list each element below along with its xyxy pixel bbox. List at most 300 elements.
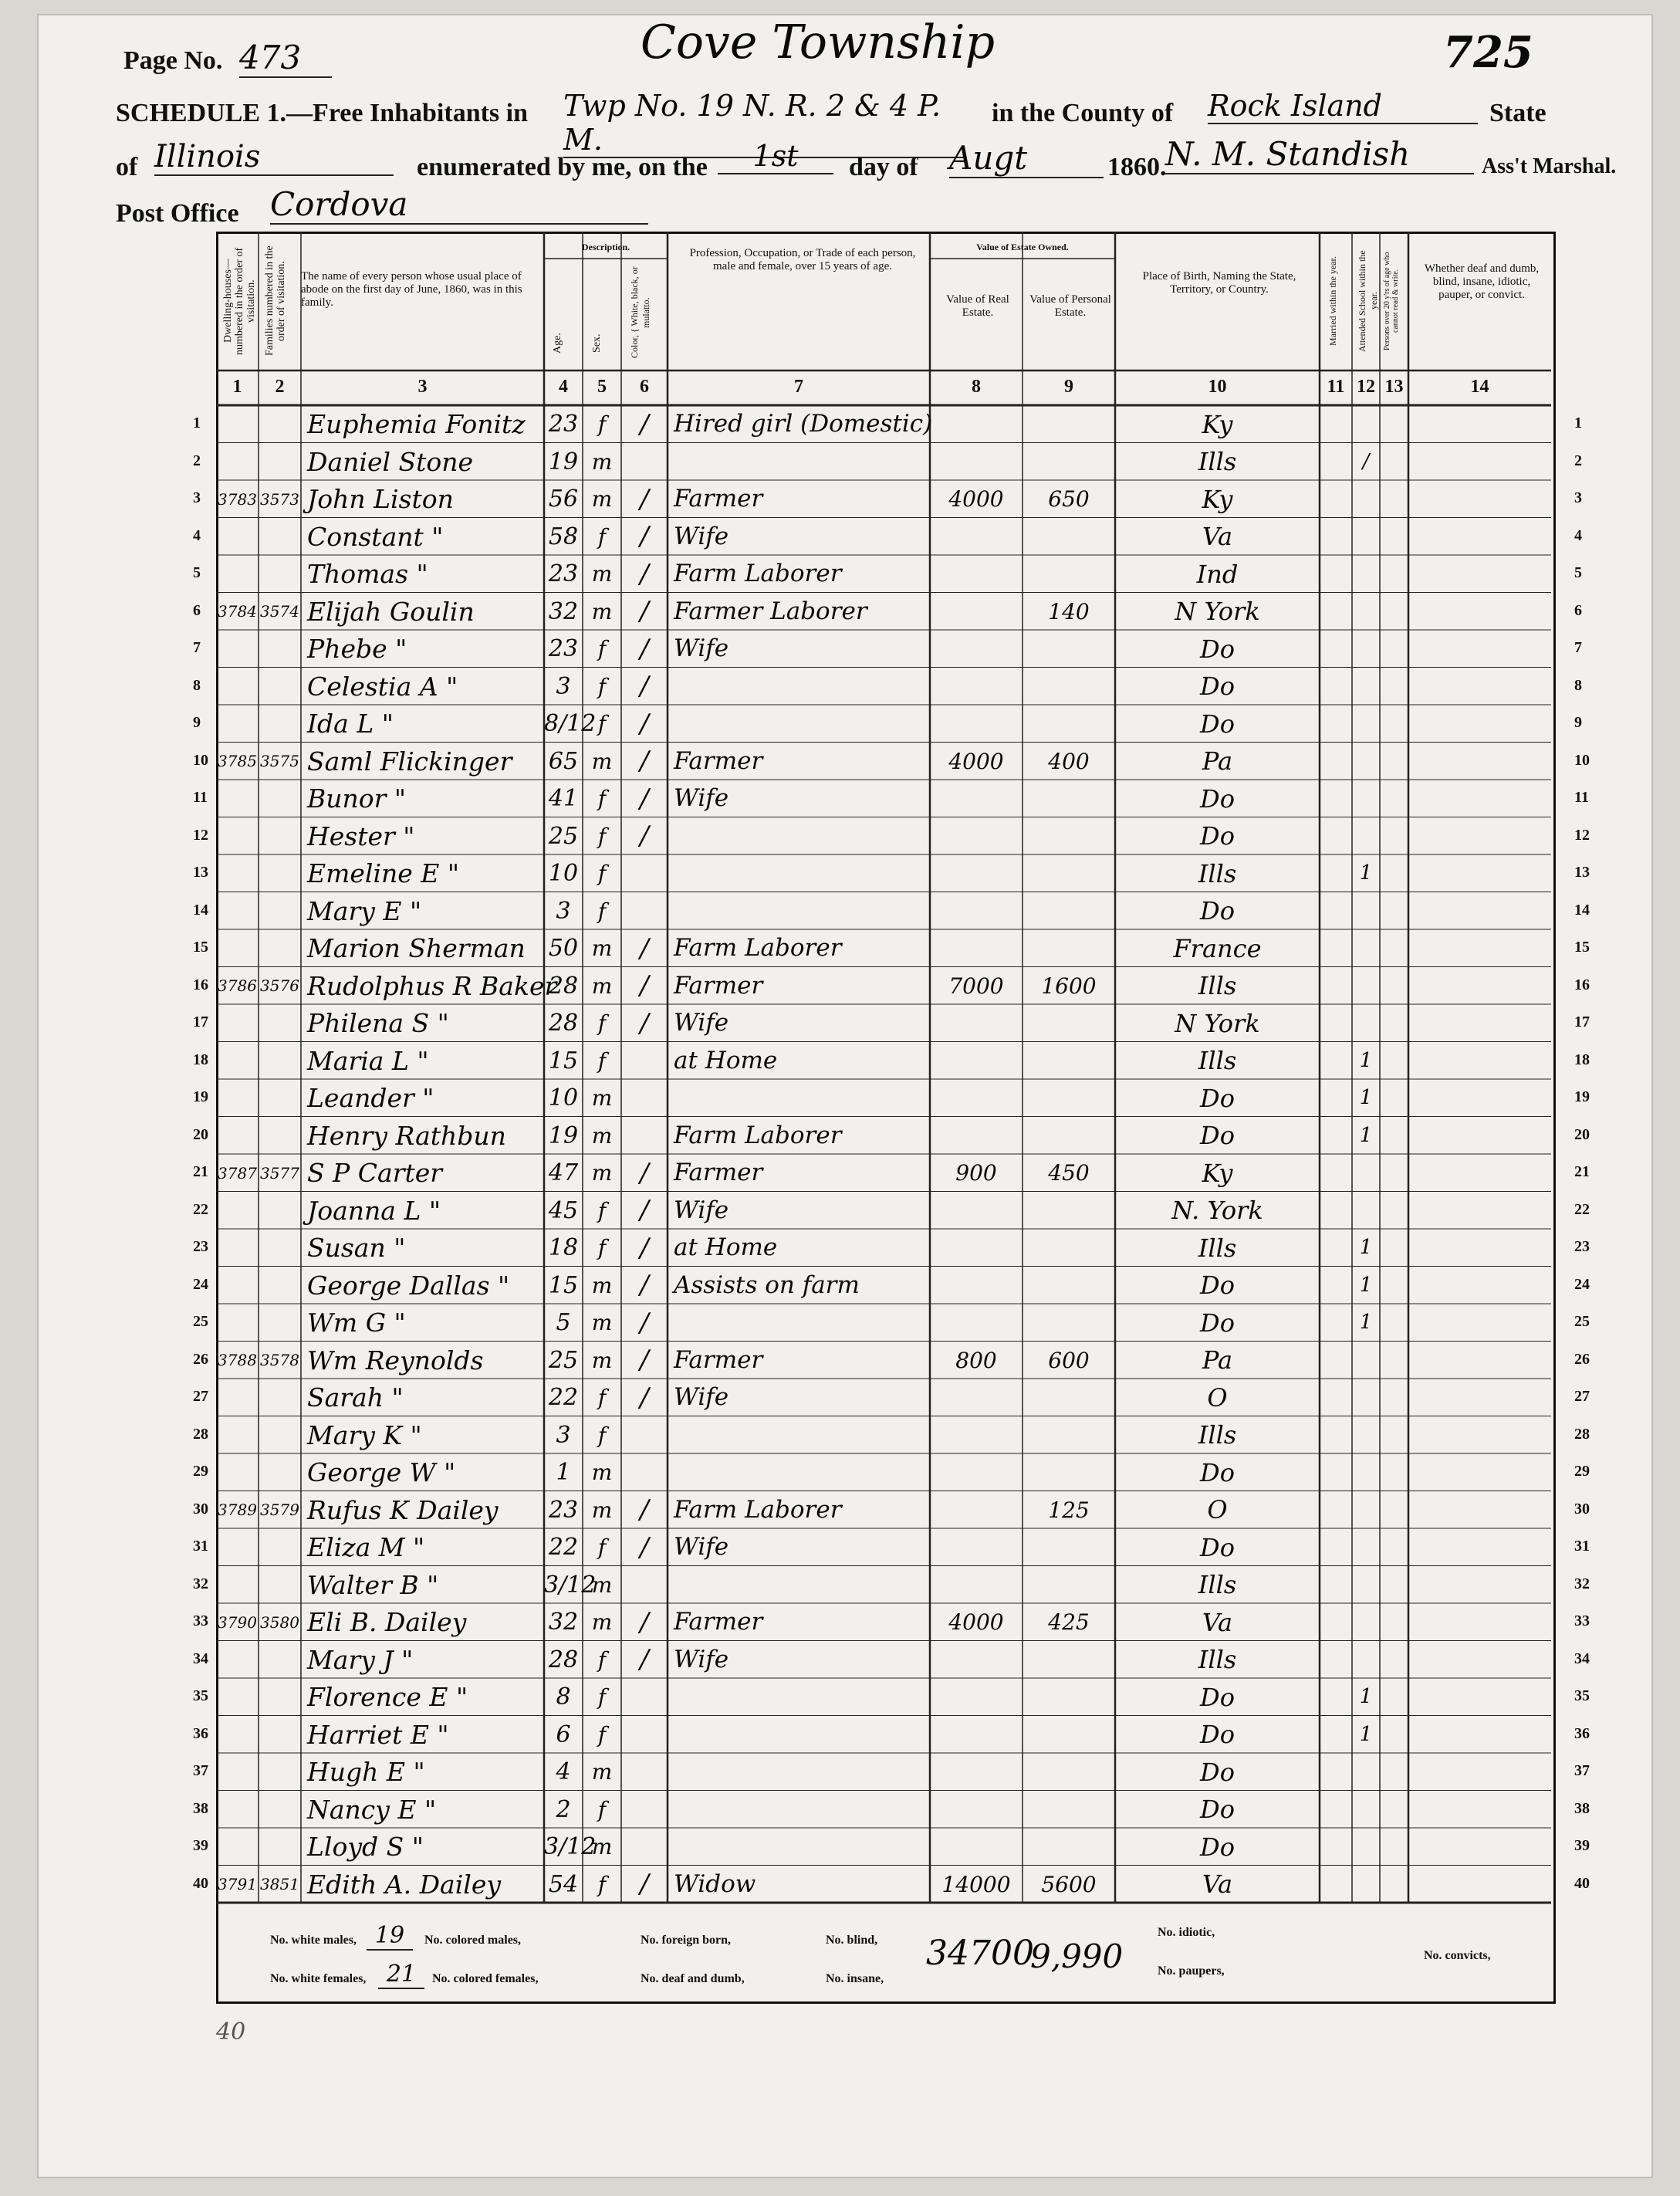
line-number-left: 29 (193, 1463, 208, 1480)
occupation: Farmer (674, 1159, 763, 1187)
occupation: Farm Laborer (674, 1121, 842, 1149)
white-males-label: No. white males, (270, 1934, 357, 1947)
birthplace: Do (1200, 672, 1235, 702)
line-number-right: 19 (1574, 1088, 1590, 1105)
township-note: Cove Township (641, 15, 995, 69)
birthplace: O (1207, 1382, 1228, 1413)
birthplace: Ills (1198, 971, 1237, 1001)
line-number-right: 40 (1574, 1874, 1590, 1892)
person-name: Florence E " (307, 1682, 468, 1713)
person-name: Hugh E " (307, 1757, 425, 1788)
birthplace: Do (1200, 1308, 1235, 1338)
sex: m (591, 1759, 613, 1785)
header-cannot-read: Persons over 20 y'rs of age who cannot read & write. (1383, 252, 1400, 350)
line-number-left: 30 (193, 1500, 208, 1518)
line-number-left: 21 (193, 1163, 208, 1180)
schedule-label: SCHEDULE 1.—Free Inhabitants in (116, 99, 529, 127)
line-number-right: 16 (1574, 976, 1590, 993)
occupation: at Home (674, 1233, 778, 1262)
occupation: Farm Laborer (674, 1495, 842, 1524)
line-number-left: 23 (193, 1238, 208, 1255)
line-number-left: 9 (193, 714, 201, 731)
sex: f (597, 1235, 607, 1261)
state-label: State (1489, 99, 1546, 127)
sex: m (591, 598, 613, 624)
deaf-dumb-label: No. deaf and dumb, (641, 1972, 745, 1985)
personal-estate-value: 450 (1048, 1160, 1090, 1186)
line-number-right: 23 (1574, 1238, 1590, 1255)
real-estate-value: 14000 (941, 1871, 1011, 1897)
column-number: 10 (1208, 377, 1227, 397)
birthplace: Ills (1198, 1420, 1237, 1450)
line-number-left: 14 (193, 901, 208, 919)
sex: m (591, 1834, 613, 1860)
insane-label: No. insane, (826, 1972, 884, 1985)
color-mark: / (640, 633, 649, 665)
school-mark: 1 (1359, 1273, 1373, 1297)
sex: f (597, 1796, 607, 1822)
line-number-left: 37 (193, 1762, 208, 1779)
real-estate-value: 900 (955, 1160, 997, 1186)
school-mark: 1 (1359, 1311, 1373, 1335)
personal-estate-value: 1600 (1041, 973, 1097, 999)
age: 65 (548, 747, 579, 775)
color-mark: / (640, 521, 649, 553)
color-mark: / (640, 1007, 649, 1039)
person-name: Maria L " (307, 1045, 429, 1076)
sex: m (591, 1310, 613, 1336)
header-age: Age. (552, 333, 563, 354)
marshal-signature: N. M. Standish (1165, 135, 1474, 174)
family-number: 3851 (260, 1875, 299, 1894)
colored-males-label: No. colored males, (424, 1934, 522, 1947)
occupation: Farmer (674, 1345, 763, 1374)
age: 54 (548, 1870, 579, 1898)
school-mark: 1 (1359, 1123, 1373, 1147)
color-mark: / (640, 746, 649, 777)
age: 22 (548, 1384, 579, 1411)
occupation: Wife (674, 634, 729, 663)
occupation: Wife (674, 1383, 729, 1412)
birthplace: Do (1200, 1121, 1235, 1151)
sex: m (591, 973, 613, 999)
state-written: Illinois (154, 139, 394, 176)
school-mark: 1 (1359, 861, 1373, 885)
line-number-right: 15 (1574, 939, 1590, 956)
column-number: 2 (275, 377, 285, 397)
total-real-estate: 34700 (926, 1934, 1034, 1973)
real-estate-value: 4000 (948, 1609, 1004, 1636)
column-number: 5 (597, 377, 607, 397)
line-number-right: 36 (1574, 1724, 1590, 1742)
column-number: 7 (794, 377, 803, 397)
line-number-right: 24 (1574, 1275, 1590, 1293)
column-number: 8 (972, 377, 981, 397)
line-number-right: 7 (1574, 639, 1582, 656)
person-name: Emeline E " (307, 858, 460, 889)
sex: m (591, 448, 613, 475)
marshal-label: Ass't Marshal. (1482, 154, 1617, 178)
person-name: Edith A. Dailey (307, 1869, 501, 1900)
personal-estate-value: 650 (1048, 486, 1090, 513)
line-number-right: 30 (1574, 1500, 1590, 1518)
occupation: Farm Laborer (674, 560, 842, 588)
age: 47 (548, 1159, 579, 1186)
line-number-left: 28 (193, 1425, 208, 1443)
person-name: Rufus K Dailey (307, 1494, 499, 1525)
person-name: Mary J " (307, 1644, 414, 1675)
line-number-left: 4 (193, 526, 201, 544)
month-written: Augt (949, 139, 1104, 178)
birthplace: Do (1200, 821, 1235, 851)
location-written: Twp No. 19 N. R. 2 & 4 P. M. (563, 89, 965, 158)
age: 56 (548, 486, 579, 513)
person-name: Wm Reynolds (307, 1345, 484, 1375)
line-number-left: 35 (193, 1687, 208, 1704)
occupation: Farm Laborer (674, 934, 842, 963)
birthplace: France (1173, 933, 1262, 963)
sex: f (597, 1197, 607, 1223)
real-estate-value: 4000 (948, 748, 1004, 774)
margin-note: 40 (216, 2018, 246, 2045)
person-name: Susan " (307, 1233, 406, 1264)
line-number-left: 40 (193, 1874, 208, 1892)
blind-label: No. blind, (826, 1934, 878, 1947)
age: 23 (548, 635, 579, 662)
census-sheet (39, 15, 1651, 2177)
line-number-right: 4 (1574, 526, 1582, 544)
birthplace: Do (1200, 709, 1235, 739)
dwelling-number: 3790 (218, 1612, 257, 1632)
birthplace: Do (1200, 1682, 1235, 1712)
stamp-number: 725 (1443, 27, 1533, 78)
person-name: Mary E " (307, 895, 422, 926)
color-mark: / (640, 821, 649, 852)
line-number-right: 18 (1574, 1051, 1590, 1068)
birthplace: Do (1200, 1720, 1235, 1750)
color-mark: / (640, 1606, 649, 1638)
age: 22 (548, 1534, 579, 1561)
line-number-right: 20 (1574, 1125, 1590, 1143)
color-mark: / (640, 558, 649, 590)
person-name: Henry Rathbun (307, 1120, 506, 1151)
color-mark: / (640, 1157, 649, 1189)
school-mark: 1 (1359, 1722, 1373, 1746)
school-mark: 1 (1359, 1236, 1373, 1260)
person-name: Marion Sherman (307, 933, 526, 964)
age: 15 (548, 1271, 579, 1299)
line-number-left: 10 (193, 751, 208, 769)
birthplace: Do (1200, 1271, 1235, 1301)
occupation: Wife (674, 1009, 729, 1037)
header-school: Attended School within the year. (1357, 250, 1379, 352)
county-label: in the County of (992, 99, 1174, 127)
header-sex: Sex. (591, 333, 603, 354)
header-estate-group: Value of Estate Owned. (976, 242, 1069, 252)
dwelling-number: 3788 (218, 1351, 257, 1370)
age: 10 (548, 1084, 579, 1112)
line-number-right: 27 (1574, 1388, 1590, 1405)
person-name: Ida L " (307, 709, 394, 739)
line-number-left: 6 (193, 601, 201, 619)
person-name: Eli B. Dailey (307, 1607, 467, 1638)
person-name: Wm G " (307, 1308, 406, 1338)
line-number-right: 14 (1574, 901, 1590, 919)
age: 1 (556, 1459, 571, 1486)
occupation: Farmer (674, 971, 763, 1000)
personal-estate-value: 600 (1048, 1347, 1090, 1373)
occupation: Wife (674, 784, 729, 813)
sex: f (597, 1534, 607, 1561)
line-number-left: 8 (193, 676, 201, 694)
occupation: at Home (674, 1046, 778, 1074)
page-number-label: Page No. (123, 46, 223, 75)
line-number-left: 31 (193, 1538, 208, 1555)
line-number-right: 34 (1574, 1650, 1590, 1667)
occupation: Widow (674, 1869, 756, 1898)
sex: m (591, 936, 613, 962)
sex: f (597, 1684, 607, 1710)
family-number: 3575 (260, 752, 299, 771)
birthplace: Ills (1198, 1645, 1237, 1675)
sex: m (591, 1122, 613, 1149)
color-mark: / (640, 596, 649, 628)
line-number-right: 32 (1574, 1575, 1590, 1592)
of-label: of (116, 153, 138, 181)
color-mark: / (640, 483, 649, 515)
enumerated-label: enumerated by me, on the (417, 153, 708, 181)
family-number: 3576 (260, 976, 299, 996)
age: 19 (548, 448, 579, 475)
age: 8/12 (544, 710, 597, 737)
line-number-left: 3 (193, 489, 201, 506)
color-mark: / (640, 970, 649, 1002)
birthplace: Ky (1202, 409, 1233, 439)
birthplace: Ky (1202, 1158, 1233, 1188)
birthplace: Do (1200, 783, 1235, 814)
color-mark: / (640, 1382, 649, 1413)
occupation: Wife (674, 1645, 729, 1673)
sex: f (597, 823, 607, 849)
person-name: Saml Flickinger (307, 746, 512, 777)
birthplace: N York (1175, 1008, 1260, 1038)
line-number-left: 27 (193, 1388, 208, 1405)
person-name: George Dallas " (307, 1270, 510, 1301)
birthplace: Do (1200, 1832, 1235, 1862)
line-number-left: 20 (193, 1125, 208, 1143)
post-office-label: Post Office (116, 199, 239, 228)
sex: m (591, 561, 613, 587)
line-number-left: 5 (193, 564, 201, 581)
white-females-count: 21 (378, 1961, 424, 1989)
line-number-right: 1 (1574, 414, 1582, 431)
age: 10 (548, 860, 579, 887)
person-name: John Liston (307, 484, 454, 515)
color-mark: / (640, 1232, 649, 1264)
person-name: Walter B " (307, 1569, 439, 1600)
occupation: Hired girl (Domestic) (674, 410, 933, 438)
birthplace: Ills (1198, 1233, 1237, 1263)
sex: f (597, 861, 607, 887)
age: 3 (556, 1421, 571, 1449)
column-number: 9 (1064, 377, 1073, 397)
sex: f (597, 1422, 607, 1448)
person-name: Rudolphus R Baker (307, 970, 557, 1001)
occupation: Farmer (674, 485, 763, 513)
line-number-right: 21 (1574, 1163, 1590, 1180)
line-number-left: 36 (193, 1724, 208, 1742)
dwelling-number: 3785 (218, 752, 257, 771)
county-written: Rock Island (1208, 89, 1478, 124)
line-number-left: 24 (193, 1275, 208, 1293)
header-occupation: Profession, Occupation, or Trade of each person, male and female, over 15 years of age. (689, 247, 916, 272)
person-name: George W " (307, 1457, 456, 1488)
column-number: 3 (417, 377, 428, 397)
column-number: 6 (640, 377, 649, 397)
personal-estate-value: 400 (1048, 748, 1090, 774)
column-number: 11 (1327, 377, 1345, 397)
colored-females-label: No. colored females, (432, 1972, 539, 1985)
header-description: Description. (581, 242, 630, 252)
line-number-right: 13 (1574, 864, 1590, 881)
line-number-right: 37 (1574, 1762, 1590, 1779)
page-number: 473 (239, 39, 332, 78)
sex: f (597, 1721, 607, 1748)
birthplace: Ills (1198, 1046, 1237, 1076)
family-number: 3578 (260, 1351, 299, 1370)
age: 6 (556, 1721, 571, 1748)
birthplace: Va (1202, 1869, 1233, 1900)
sex: f (597, 1385, 607, 1411)
color-mark: / (640, 1644, 649, 1676)
line-number-right: 3 (1574, 489, 1582, 506)
birthplace: N. York (1171, 1196, 1263, 1226)
sex: m (591, 748, 613, 774)
birthplace: Ind (1196, 559, 1239, 589)
color-mark: / (640, 671, 649, 702)
occupation: Farmer (674, 1608, 763, 1636)
day-label: day of (849, 153, 918, 181)
line-number-right: 38 (1574, 1799, 1590, 1817)
age: 28 (548, 1010, 579, 1037)
dwelling-number: 3789 (218, 1501, 257, 1520)
line-number-left: 2 (193, 452, 201, 469)
birthplace: Va (1202, 1607, 1233, 1637)
line-number-right: 9 (1574, 714, 1582, 731)
age: 45 (548, 1196, 579, 1224)
sex: f (597, 1871, 607, 1897)
person-name: Hester " (307, 821, 415, 851)
school-mark: 1 (1359, 1086, 1373, 1110)
person-name: Thomas " (307, 559, 428, 590)
birthplace: Do (1200, 1457, 1235, 1487)
color-mark: / (640, 1195, 649, 1227)
person-name: Phebe " (307, 634, 407, 665)
line-number-right: 11 (1574, 789, 1589, 806)
line-number-right: 39 (1574, 1837, 1590, 1854)
year-label: 1860. (1107, 153, 1167, 181)
column-number: 14 (1470, 377, 1489, 397)
person-name: Euphemia Fonitz (307, 409, 526, 440)
person-name: Sarah " (307, 1382, 404, 1413)
line-number-left: 38 (193, 1799, 208, 1817)
sex: f (597, 711, 607, 737)
age: 3 (556, 672, 571, 700)
line-number-left: 19 (193, 1088, 208, 1105)
family-number: 3573 (260, 489, 299, 509)
birthplace: Ills (1198, 858, 1237, 888)
post-office-written: Cordova (270, 185, 648, 225)
sex: f (597, 673, 607, 699)
age: 5 (556, 1309, 571, 1336)
color-mark: / (640, 1270, 649, 1301)
header-birthplace: Place of Birth, Naming the State, Territory, or Country. (1142, 270, 1296, 296)
occupation: Wife (674, 1196, 729, 1224)
color-mark: / (640, 708, 649, 739)
line-number-left: 18 (193, 1051, 208, 1068)
line-number-right: 5 (1574, 564, 1582, 581)
birthplace: Ills (1198, 1570, 1237, 1600)
birthplace: Do (1200, 1083, 1235, 1113)
color-mark: / (640, 1494, 649, 1526)
line-number-right: 29 (1574, 1463, 1590, 1480)
age: 2 (556, 1795, 571, 1823)
line-number-left: 15 (193, 939, 208, 956)
person-name: Lloyd S " (307, 1832, 424, 1863)
color-mark: / (640, 1307, 649, 1338)
header-married: Married within the year. (1327, 256, 1338, 346)
line-number-left: 13 (193, 864, 208, 881)
dwelling-number: 3784 (218, 602, 257, 621)
birthplace: Pa (1202, 746, 1233, 777)
header-name: The name of every person whose usual place of abode on the first day of June, 1860, was in this family. (301, 270, 522, 309)
age: 3 (556, 897, 571, 925)
sex: m (591, 1497, 613, 1523)
real-estate-value: 7000 (948, 973, 1004, 999)
line-number-left: 7 (193, 639, 201, 656)
real-estate-value: 800 (955, 1347, 997, 1373)
age: 23 (548, 411, 579, 438)
header-deaf: Whether deaf and dumb, blind, insane, idiotic, pauper, or convict. (1424, 262, 1540, 301)
age: 25 (548, 1346, 579, 1374)
line-number-right: 2 (1574, 452, 1582, 469)
birthplace: N York (1175, 597, 1260, 627)
person-name: Bunor " (307, 783, 407, 814)
sex: m (591, 1085, 613, 1112)
line-number-right: 31 (1574, 1538, 1590, 1555)
age: 18 (548, 1234, 579, 1261)
dwelling-number: 3783 (218, 489, 257, 509)
age: 28 (548, 1646, 579, 1673)
family-number: 3580 (260, 1612, 299, 1632)
column-number: 13 (1384, 377, 1404, 397)
line-number-left: 22 (193, 1200, 208, 1218)
line-number-left: 34 (193, 1650, 208, 1667)
line-number-left: 39 (193, 1837, 208, 1854)
line-number-left: 12 (193, 826, 208, 844)
age: 3/12 (544, 1833, 597, 1860)
dwelling-number: 3786 (218, 976, 257, 996)
age: 15 (548, 1047, 579, 1074)
sex: m (591, 486, 613, 513)
line-number-right: 12 (1574, 826, 1590, 844)
color-mark: / (640, 932, 649, 964)
day-written: 1st (718, 139, 833, 174)
foreign-born-label: No. foreign born, (641, 1934, 732, 1947)
paupers-label: No. paupers, (1158, 1964, 1225, 1978)
age: 23 (548, 1496, 579, 1524)
occupation: Assists on farm (674, 1271, 860, 1299)
